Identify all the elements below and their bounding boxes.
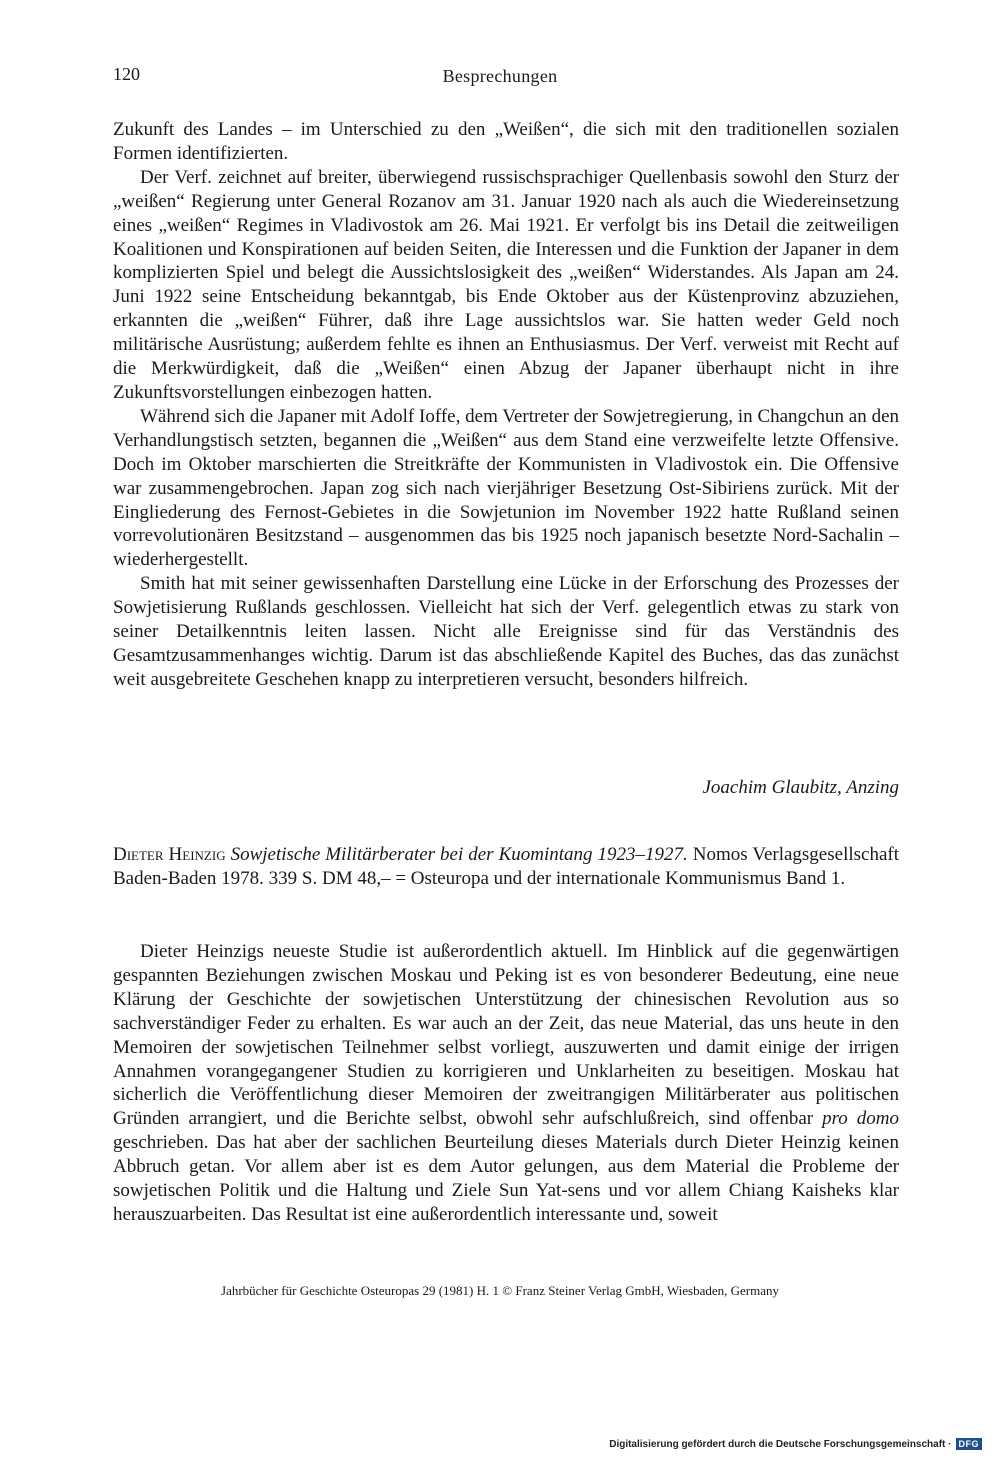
publisher-info: Nomos Verlagsgesellschaft Baden-Baden 1978. 339 S. DM 48,– = Osteuropa und der internationale Kommunismus Band 1. [113, 844, 899, 889]
paragraph: Der Verf. zeichnet auf breiter, überwiegend russischsprachiger Quellenbasis sowohl den Sturz der „weißen“ Regierung unter General Rozanov am 31. Januar 1920 nach als auch die Wiedereinsetzung eines „weißen“ Regimes in Vladivostok am 26. Mai 1921. Er verfolgt bis ins Detail die zeitweiligen Koalitionen und Konspirationen auf beiden Seiten, die Interessen und die Funktion der Japaner in dem komplizierten Spiel und belegt die Aussichtslosigkeit des „weißen“ Widerstandes. Als Japan am 24. Juni 1922 seine Entscheidung bekanntgab, bis Ende Oktober aus der Küstenprovinz abzuziehen, erkannten die „weißen“ Führer, daß ihre Lage aussichtslos war. Sie hatten weder Geld noch militärische Ausrüstung; außerdem fehlte es ihnen an Enthusiasmus. Der Verf. verweist mit Recht auf die Merkwürdigkeit, daß die „Weißen“ einen Abzug der Japaner überhaupt nicht in ihre Zukunftsvorstellungen einbezogen hatten. [113, 166, 899, 403]
dfg-logo-icon: DFG [956, 1438, 983, 1450]
paragraph [113, 940, 899, 1227]
paragraph: Während sich die Japaner mit Adolf Ioffe, dem Vertreter der Sowjetregierung, in Changchun an den Verhandlungstisch setzten, begannen die „Weißen“ aus dem Stand eine verzweifelte letzte Offensive. Doch im Oktober marschierten die Streitkräfte der Kommunisten in Vladivostok ein. Die Offensive war zusammengebrochen. Japan zog sich nach vierjähriger Besetzung Ost-Sibiriens zurück. Mit der Eingliederung des Fernost-Gebietes in die Sowjetunion im November 1922 hatte Rußland seinen vorrevolutionären Besitzstand – ausgenommen das bis 1925 noch japanisch besetzte Nord-Sachalin – wiederhergestellt. [113, 405, 899, 571]
book-title: Sowjetische Militärberater bei der Kuomintang 1923–1927. [230, 844, 688, 865]
italic-phrase: pro domo [822, 1108, 899, 1130]
journal-footer: Jahrbücher für Geschichte Osteuropas 29 (1981) H. 1 © Franz Steiner Verlag GmbH, Wiesbaden, Germany [221, 1283, 779, 1298]
review-body [113, 940, 899, 1227]
page-number: 120 [113, 64, 140, 84]
book-author: Dieter Heinzig [113, 844, 226, 865]
digitization-note [609, 1438, 982, 1450]
review-body [113, 118, 899, 692]
paragraph: Smith hat mit seiner gewissenhaften Darstellung eine Lücke in der Erforschung des Prozesses der Sowjetisierung Rußlands geschlossen. Vielleicht hat sich der Verf. gelegentlich etwas zu stark von seiner Detailkenntnis leiten lassen. Nicht alle Ereignisse sind für das Verständnis des Gesamtzusammenhanges wichtig. Darum ist das abschließende Kapitel des Buches, das das zunächst weit ausgebreitete Geschehen knapp zu interpretieren versucht, besonders hilfreich. [113, 573, 899, 690]
text-run: geschrieben. Das hat aber der sachlichen Beurteilung dieses Materials durch Dieter Heinzig keinen Abbruch getan. Vor allem aber ist es dem Autor gelungen, aus dem Material die Probleme der sowjetischen Politik und die Haltung und Ziele Sun Yat-sens und vor allem Chiang Kaisheks klar herauszuarbeiten. Das Resultat ist eine außerordentlich interessante und, soweit [113, 1132, 899, 1225]
digitization-text: Digitalisierung gefördert durch die Deutsche Forschungsgemeinschaft · [609, 1438, 952, 1450]
reviewer-signature: Joachim Glaubitz, Anzing [702, 777, 899, 798]
book-citation [113, 843, 899, 891]
running-head: Besprechungen [442, 66, 558, 86]
paragraph: Zukunft des Landes – im Unterschied zu den „Weißen“, die sich mit den traditionellen sozialen Formen identifizierten. [113, 119, 899, 164]
text-run: Dieter Heinzigs neueste Studie ist außerordentlich aktuell. Im Hinblick auf die gegenwärtigen gespannten Beziehungen zwischen Moskau und Peking ist es von besonderer Bedeutung, eine neue Klärung der Geschichte der sowjetischen Unterstützung der chinesischen Revolution aus so sachverständiger Feder zu erhalten. Es war auch an der Zeit, das neue Material, das uns heute in den Memoiren der sowjetischen Teilnehmer selbst vorliegt, auszuwerten und damit einige der irrigen Annahmen vorangegangener Studien zu korrigieren und Unklarheiten zu beseitigen. Moskau hat sicherlich die Veröffentlichung dieser Memoiren der zweitrangigen Militärberater aus politischen Gründen arrangiert, und die Berichte selbst, obwohl sehr aufschlußreich, sind offenbar [113, 941, 899, 1130]
